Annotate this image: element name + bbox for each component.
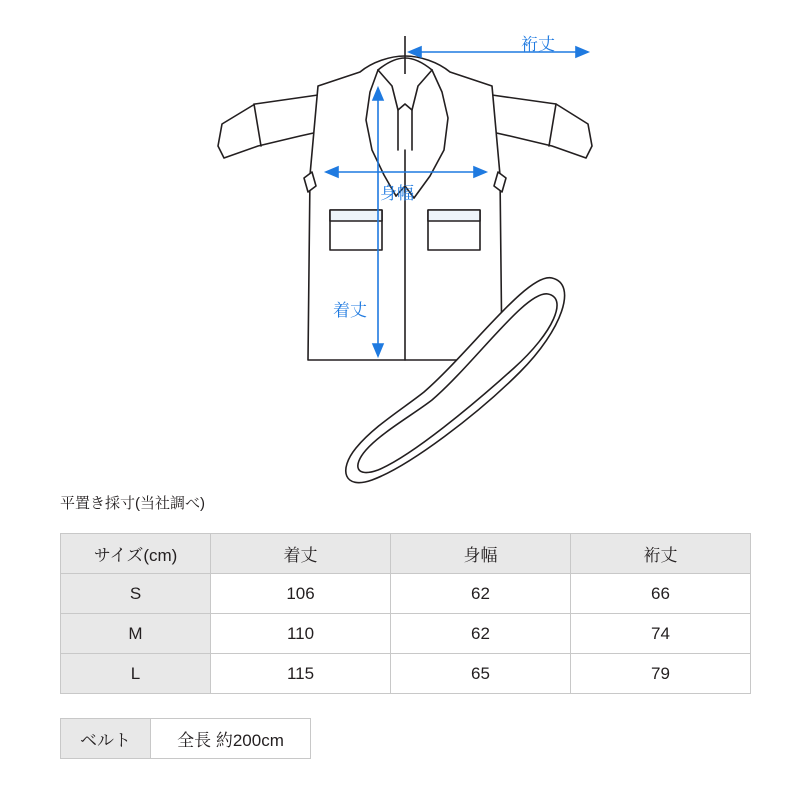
garment-length-label: 着丈 [333,301,367,320]
column-header-size: サイズ(cm) [61,534,211,574]
left-pocket-flap [330,210,382,221]
left-sleeve-outline [218,95,318,158]
sleeve-length-label: 裄丈 [521,35,555,54]
body-width-label: 身幅 [380,184,414,203]
belt-measurement-table [60,718,311,759]
table-row [61,614,751,654]
cell-m-length: 110 [211,614,391,654]
cell-l-sleeve: 79 [571,654,751,694]
belt-row [61,719,311,759]
table-row [61,654,751,694]
cell-s-sleeve: 66 [571,574,751,614]
cell-l-length: 115 [211,654,391,694]
cell-m-sleeve: 74 [571,614,751,654]
size-measurement-table [60,533,751,694]
belt-value: 全長 約200cm [151,719,311,759]
row-header-size-l: L [61,654,211,694]
cell-l-width: 65 [391,654,571,694]
row-header-size-m: M [61,614,211,654]
column-header-width: 身幅 [391,534,571,574]
table-row [61,574,751,614]
table-header-row [61,534,751,574]
right-sleeve-outline [492,95,592,158]
sleeve-dim-arrow-right [576,47,588,57]
measurement-caption: 平置き採寸(当社調べ) [60,495,205,512]
belt-label: ベルト [61,719,151,759]
right-pocket-flap [428,210,480,221]
cell-s-width: 62 [391,574,571,614]
column-header-sleeve: 裄丈 [571,534,751,574]
cell-m-width: 62 [391,614,571,654]
row-header-size-s: S [61,574,211,614]
column-header-length: 着丈 [211,534,391,574]
cell-s-length: 106 [211,574,391,614]
